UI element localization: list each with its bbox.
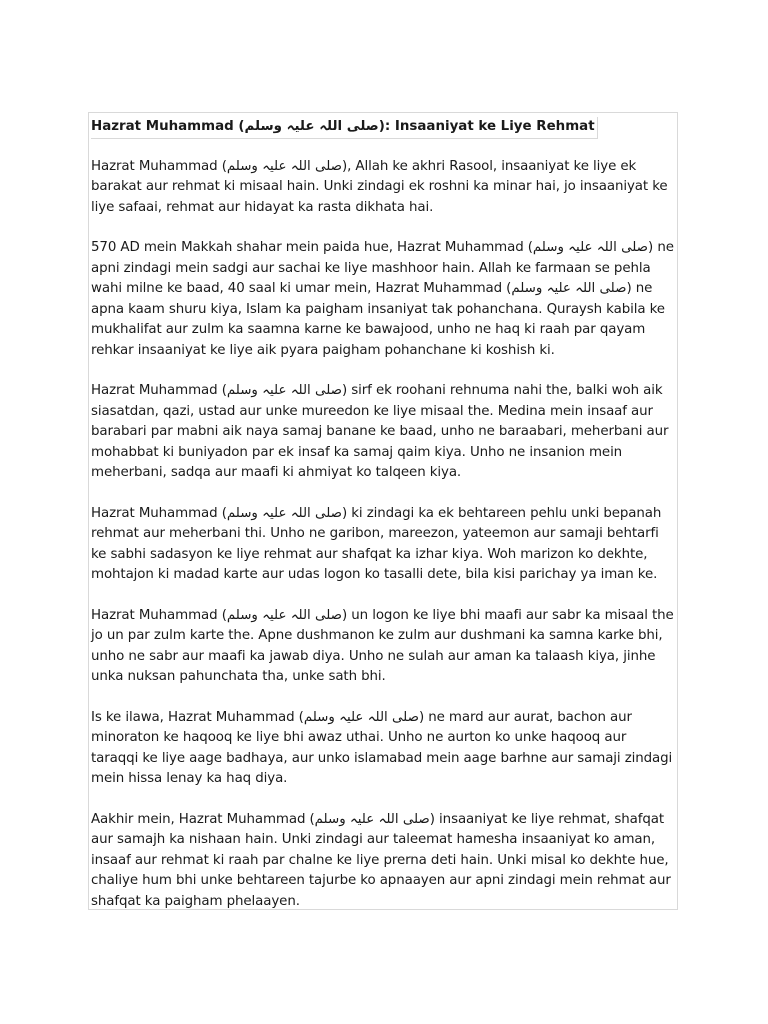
paragraph-3: Hazrat Muhammad (صلی اللہ علیہ وسلم) sirf ek roohani rehnuma nahi the, balki woh aik siasatdan, qazi, ustad aur unke mureedon ke liye misaal the. Medina mein insaaf aur barabari par mabni aik naya samaj banane ke baad, unho ne baraabari, meherbani aur mohabbat ki buniyadon par ek insaf ka samaj qaim kiya. Unho ne insanion mein meherbani, sadqa aur maafi ki ahmiyat ko talqeen kiya. (91, 383, 669, 480)
document-body (88, 112, 678, 910)
document-title: Hazrat Muhammad (صلی اللہ علیہ وسلم): Insaaniyat ke Liye Rehmat (91, 117, 598, 139)
paragraph-1: Hazrat Muhammad (صلی اللہ علیہ وسلم), Allah ke akhri Rasool, insaaniyat ke liye ek barakat aur rehmat ki misaal hain. Unki zindagi ek roshni ka minar hai, jo insaaniyat ke liye safaai, rehmat aur hidayat ka rasta dikhata hai. (91, 158, 668, 215)
paragraph-2: 570 AD mein Makkah shahar mein paida hue, Hazrat Muhammad (صلی اللہ علیہ وسلم) ne apni zindagi mein sadgi aur sachai ke liye mashhoor hain. Allah ke farmaan se pehla wahi milne ke baad, 40 saal ki umar mein, Hazrat Muhammad (صلی اللہ علیہ وسلم) ne apna kaam shuru kiya, Islam ka paigham insaniyat tak pohanchana. Quraysh kabila ke mukhalifat aur zulm ka saamna karne ke bawajood, unho ne haq ki raah par qayam rehkar insaaniyat ke liye aik pyara paigham pohanchane ki koshish ki. (91, 240, 674, 358)
paragraph-5: Hazrat Muhammad (صلی اللہ علیہ وسلم) un logon ke liye bhi maafi aur sabr ka misaal the jo un par zulm karte the. Apne dushmanon ke zulm aur dushmani ka samna karke bhi, unho ne sabr aur maafi ka jawab diya. Unho ne sulah aur aman ka talaash kiya, jinhe unka nuksan pahunchata tha, unke sath bhi. (91, 607, 674, 684)
paragraph-4: Hazrat Muhammad (صلی اللہ علیہ وسلم) ki zindagi ka ek behtareen pehlu unki bepanah rehmat aur meherbani thi. Unho ne garibon, mareezon, yateemon aur samaji behtarfi ke sabhi sadasyon ke liye rehmat aur shafqat ka izhar kiya. Woh marizon ko dekhte, mohtajon ki madad karte aur udas logon ko tasalli dete, bila kisi parichay ya iman ke. (91, 505, 662, 582)
paragraph-6: Is ke ilawa, Hazrat Muhammad (صلی اللہ علیہ وسلم) ne mard aur aurat, bachon aur minoraton ke haqooq ke liye bhi awaz uthai. Unho ne aurton ko unke haqooq aur taraqqi ke liye aage badhaya, aur unko islamabad mein aage barhne aur samaji zindagi mein hissa lenay ka haq diya. (91, 709, 673, 786)
paragraph-7: Aakhir mein, Hazrat Muhammad (صلی اللہ علیہ وسلم) insaaniyat ke liye rehmat, shafqat aur samajh ka nishaan hain. Unki zindagi aur taleemat hamesha insaaniyat ko aman, insaaf aur rehmat ki raah par chalne ke liye prerna deti hain. Unki misal ko dekhte hue, chaliye hum bhi unke behtareen tajurbe ko apnaayen aur apni zindagi mein rehmat aur shafqat ka paigham phelaayen. (91, 811, 671, 909)
